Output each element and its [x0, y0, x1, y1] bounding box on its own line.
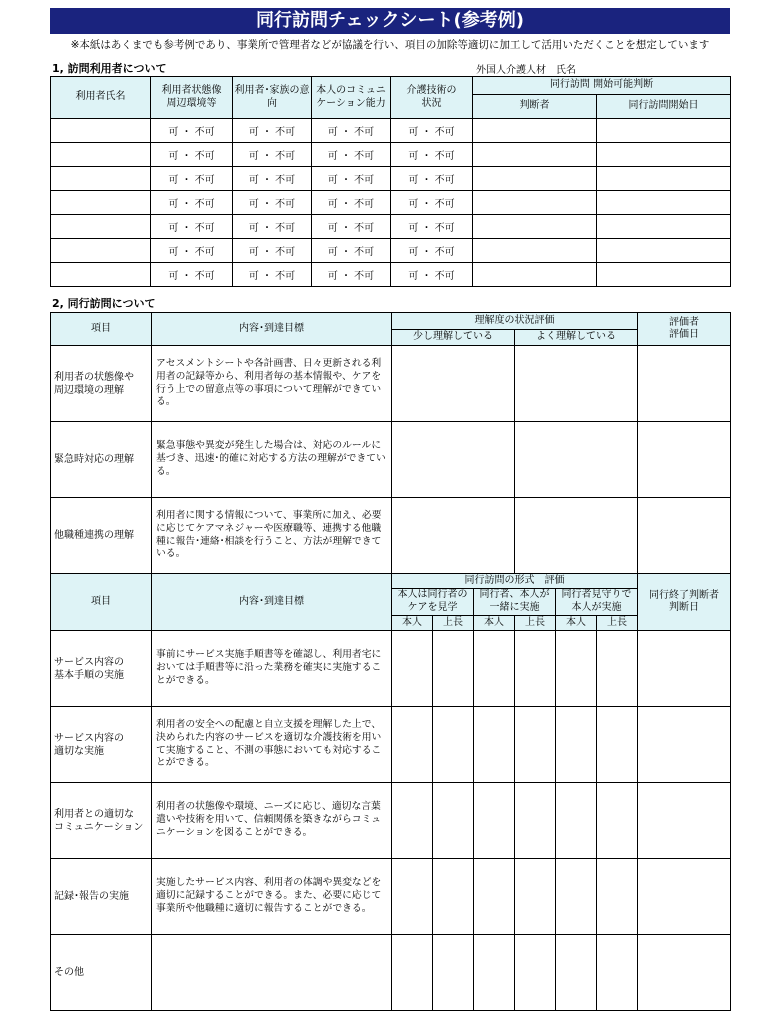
communication-choice[interactable]: 可 ・ 不可: [312, 239, 391, 263]
header-somewhat-understand: 少し理解している: [392, 329, 515, 346]
format-eval-cell[interactable]: [392, 631, 433, 707]
header-content: 内容･到達目標: [152, 313, 392, 346]
communication-choice[interactable]: 可 ・ 不可: [312, 143, 391, 167]
condition-choice[interactable]: 可 ・ 不可: [151, 167, 233, 191]
user-name-cell[interactable]: [51, 167, 151, 191]
practice-item: サービス内容の 適切な実施: [51, 707, 152, 783]
start-date-cell[interactable]: [597, 263, 731, 287]
practice-content: [152, 935, 392, 1011]
header2-item: 項目: [51, 574, 152, 631]
judge-cell[interactable]: [473, 143, 597, 167]
end-judgment-cell[interactable]: [638, 631, 731, 707]
start-date-cell[interactable]: [597, 239, 731, 263]
understanding-content: 緊急事態や異変が発生した場合は、対応のルールに基づき、迅速･的確に対応する方法の理解ができている。: [152, 422, 392, 498]
care-skill-choice[interactable]: 可 ・ 不可: [391, 167, 473, 191]
visit-user-table: [50, 76, 731, 287]
practice-row: [51, 707, 731, 783]
usage-notice: ※本紙はあくまでも参考例であり、事業所で管理者などが協議を行い、項目の加除等適切に加工して活用いただくことを想定しています: [70, 39, 710, 51]
care-skill-choice[interactable]: 可 ・ 不可: [391, 215, 473, 239]
understanding-row: [51, 498, 731, 574]
format-eval-cell[interactable]: [515, 707, 556, 783]
start-date-cell[interactable]: [597, 119, 731, 143]
intent-choice[interactable]: 可 ・ 不可: [233, 119, 312, 143]
evaluator-cell[interactable]: [638, 346, 731, 422]
format-eval-cell[interactable]: [515, 631, 556, 707]
communication-choice[interactable]: 可 ・ 不可: [312, 119, 391, 143]
header-self: 本人: [474, 616, 515, 631]
end-judgment-cell[interactable]: [638, 783, 731, 859]
user-name-cell[interactable]: [51, 239, 151, 263]
header-communication: 本人のコミュニ ケーション能力: [312, 77, 391, 119]
well-cell[interactable]: [515, 422, 638, 498]
header-start-judgment: 同行訪問 開始可能判断: [473, 77, 731, 95]
section2-heading: 2, 同行訪問について: [52, 297, 156, 310]
practice-item: その他: [51, 935, 152, 1011]
condition-choice[interactable]: 可 ・ 不可: [151, 143, 233, 167]
format-eval-cell[interactable]: [474, 859, 515, 935]
header-self: 本人: [392, 616, 433, 631]
communication-choice[interactable]: 可 ・ 不可: [312, 167, 391, 191]
format-eval-cell[interactable]: [597, 631, 638, 707]
communication-choice[interactable]: 可 ・ 不可: [312, 215, 391, 239]
header-self: 本人: [556, 616, 597, 631]
practice-content: 利用者の状態像や環境、ニーズに応じ、適切な言葉遣いや技術を用いて、信頼関係を築きながらコミュニケーションを図ることができる。: [152, 783, 392, 859]
format-eval-cell[interactable]: [433, 859, 474, 935]
communication-choice[interactable]: 可 ・ 不可: [312, 191, 391, 215]
header-user-name: 利用者氏名: [51, 77, 151, 119]
header-start-date: 同行訪問開始日: [597, 95, 731, 119]
practice-row: [51, 631, 731, 707]
user-row: [51, 263, 731, 287]
user-row: [51, 143, 731, 167]
understanding-content: アセスメントシートや各計画書、日々更新される利用者の記録等から、利用者毎の基本情報や、ケアを行う上での留意点等の事項について理解ができている。: [152, 346, 392, 422]
format-eval-cell[interactable]: [433, 707, 474, 783]
judge-cell[interactable]: [473, 167, 597, 191]
header-evaluator: 評価者 評価日: [638, 313, 731, 346]
somewhat-cell[interactable]: [392, 498, 515, 574]
evaluator-cell[interactable]: [638, 498, 731, 574]
understanding-row: [51, 346, 731, 422]
start-date-cell[interactable]: [597, 167, 731, 191]
format-eval-cell[interactable]: [556, 707, 597, 783]
understanding-item: 利用者の状態像や 周辺環境の理解: [51, 346, 152, 422]
header-superior: 上長: [597, 616, 638, 631]
care-skill-choice[interactable]: 可 ・ 不可: [391, 119, 473, 143]
format-eval-cell[interactable]: [474, 783, 515, 859]
start-date-cell[interactable]: [597, 191, 731, 215]
format-eval-cell[interactable]: [392, 783, 433, 859]
header-format-together: 同行者、本人が 一緒に実施: [474, 588, 556, 616]
user-name-cell[interactable]: [51, 215, 151, 239]
user-row: [51, 191, 731, 215]
format-eval-cell[interactable]: [556, 783, 597, 859]
user-name-cell[interactable]: [51, 263, 151, 287]
user-name-cell[interactable]: [51, 191, 151, 215]
header-item: 項目: [51, 313, 152, 346]
format-eval-cell[interactable]: [597, 859, 638, 935]
header-superior: 上長: [515, 616, 556, 631]
intent-choice[interactable]: 可 ・ 不可: [233, 191, 312, 215]
format-eval-cell[interactable]: [556, 935, 597, 1011]
care-skill-choice[interactable]: 可 ・ 不可: [391, 263, 473, 287]
format-eval-cell[interactable]: [597, 707, 638, 783]
judge-cell[interactable]: [473, 263, 597, 287]
header-user-family-intent: 利用者･家族の意 向: [233, 77, 312, 119]
header2-content: 内容･到達目標: [152, 574, 392, 631]
format-eval-cell[interactable]: [392, 935, 433, 1011]
practice-content: 事前にサービス実施手順書等を確認し、利用者宅においては手順書等に沿った業務を確実に実施することができる。: [152, 631, 392, 707]
intent-choice[interactable]: 可 ・ 不可: [233, 215, 312, 239]
format-eval-cell[interactable]: [392, 707, 433, 783]
practice-item: 利用者との適切な コミュニケーション: [51, 783, 152, 859]
user-row: [51, 167, 731, 191]
format-eval-cell[interactable]: [392, 859, 433, 935]
practice-content: 実施したサービス内容、利用者の体調や異変などを適切に記録することができる。また、必要に応じて事業所や他職種に適切に報告することができる。: [152, 859, 392, 935]
condition-choice[interactable]: 可 ・ 不可: [151, 263, 233, 287]
understanding-item: 緊急時対応の理解: [51, 422, 152, 498]
end-judgment-cell[interactable]: [638, 935, 731, 1011]
header-judge: 判断者: [473, 95, 597, 119]
format-eval-cell[interactable]: [515, 783, 556, 859]
format-eval-cell[interactable]: [556, 631, 597, 707]
format-eval-cell[interactable]: [433, 631, 474, 707]
header-end-judgment: 同行終了判断者 判断日: [638, 574, 731, 631]
practice-row: [51, 935, 731, 1011]
end-judgment-cell[interactable]: [638, 707, 731, 783]
care-skill-choice[interactable]: 可 ・ 不可: [391, 143, 473, 167]
format-eval-cell[interactable]: [474, 935, 515, 1011]
somewhat-cell[interactable]: [392, 346, 515, 422]
section1-heading: 1, 訪問利用者について: [52, 62, 167, 75]
care-skill-choice[interactable]: 可 ・ 不可: [391, 239, 473, 263]
condition-choice[interactable]: 可 ・ 不可: [151, 239, 233, 263]
well-cell[interactable]: [515, 498, 638, 574]
sheet-title: 同行訪問チェックシート(参考例): [50, 8, 730, 34]
somewhat-cell[interactable]: [392, 422, 515, 498]
condition-choice[interactable]: 可 ・ 不可: [151, 119, 233, 143]
header-superior: 上長: [433, 616, 474, 631]
format-eval-cell[interactable]: [433, 935, 474, 1011]
judge-cell[interactable]: [473, 239, 597, 263]
format-eval-cell[interactable]: [474, 631, 515, 707]
judge-cell[interactable]: [473, 215, 597, 239]
user-row: [51, 215, 731, 239]
header-care-skill: 介護技術の 状況: [391, 77, 473, 119]
end-judgment-cell[interactable]: [638, 859, 731, 935]
intent-choice[interactable]: 可 ・ 不可: [233, 167, 312, 191]
format-eval-cell[interactable]: [433, 783, 474, 859]
user-name-cell[interactable]: [51, 119, 151, 143]
practice-row: [51, 783, 731, 859]
format-eval-cell[interactable]: [515, 935, 556, 1011]
judge-cell[interactable]: [473, 191, 597, 215]
user-row: [51, 119, 731, 143]
practice-item: 記録･報告の実施: [51, 859, 152, 935]
intent-choice[interactable]: 可 ・ 不可: [233, 263, 312, 287]
evaluator-cell[interactable]: [638, 422, 731, 498]
practice-row: [51, 859, 731, 935]
judge-cell[interactable]: [473, 119, 597, 143]
intent-choice[interactable]: 可 ・ 不可: [233, 143, 312, 167]
format-eval-cell[interactable]: [556, 859, 597, 935]
format-eval-cell[interactable]: [597, 935, 638, 1011]
well-cell[interactable]: [515, 346, 638, 422]
understanding-item: 他職種連携の理解: [51, 498, 152, 574]
header-well-understand: よく理解している: [515, 329, 638, 346]
header-user-condition: 利用者状態像 周辺環境等: [151, 77, 233, 119]
header-format-observe: 本人は同行者の ケアを見学: [392, 588, 474, 616]
communication-choice[interactable]: 可 ・ 不可: [312, 263, 391, 287]
header-format-eval: 同行訪問の形式 評価: [392, 574, 638, 589]
practice-item: サービス内容の 基本手順の実施: [51, 631, 152, 707]
format-eval-cell[interactable]: [515, 859, 556, 935]
condition-choice[interactable]: 可 ・ 不可: [151, 191, 233, 215]
header-understanding: 理解度の状況評価: [392, 313, 638, 330]
format-eval-cell[interactable]: [474, 707, 515, 783]
intent-choice[interactable]: 可 ・ 不可: [233, 239, 312, 263]
format-eval-cell[interactable]: [597, 783, 638, 859]
condition-choice[interactable]: 可 ・ 不可: [151, 215, 233, 239]
start-date-cell[interactable]: [597, 143, 731, 167]
practice-content: 利用者の安全への配慮と自立支援を理解した上で、決められた内容のサービスを適切な介護技術を用いて実施すること、不測の事態においても対応することができる。: [152, 707, 392, 783]
understanding-content: 利用者に関する情報について、事業所に加え、必要に応じてケアマネジャーや医療職等、連携する他職種に報告･連絡･相談を行うこと、方法が理解できている。: [152, 498, 392, 574]
care-skill-choice[interactable]: 可 ・ 不可: [391, 191, 473, 215]
user-row: [51, 239, 731, 263]
header-format-self: 同行者見守りで 本人が実施: [556, 588, 638, 616]
accompany-visit-table: [50, 312, 731, 1011]
understanding-row: [51, 422, 731, 498]
foreign-worker-name-label: 外国人介護人材 氏名: [476, 65, 576, 76]
user-name-cell[interactable]: [51, 143, 151, 167]
start-date-cell[interactable]: [597, 215, 731, 239]
